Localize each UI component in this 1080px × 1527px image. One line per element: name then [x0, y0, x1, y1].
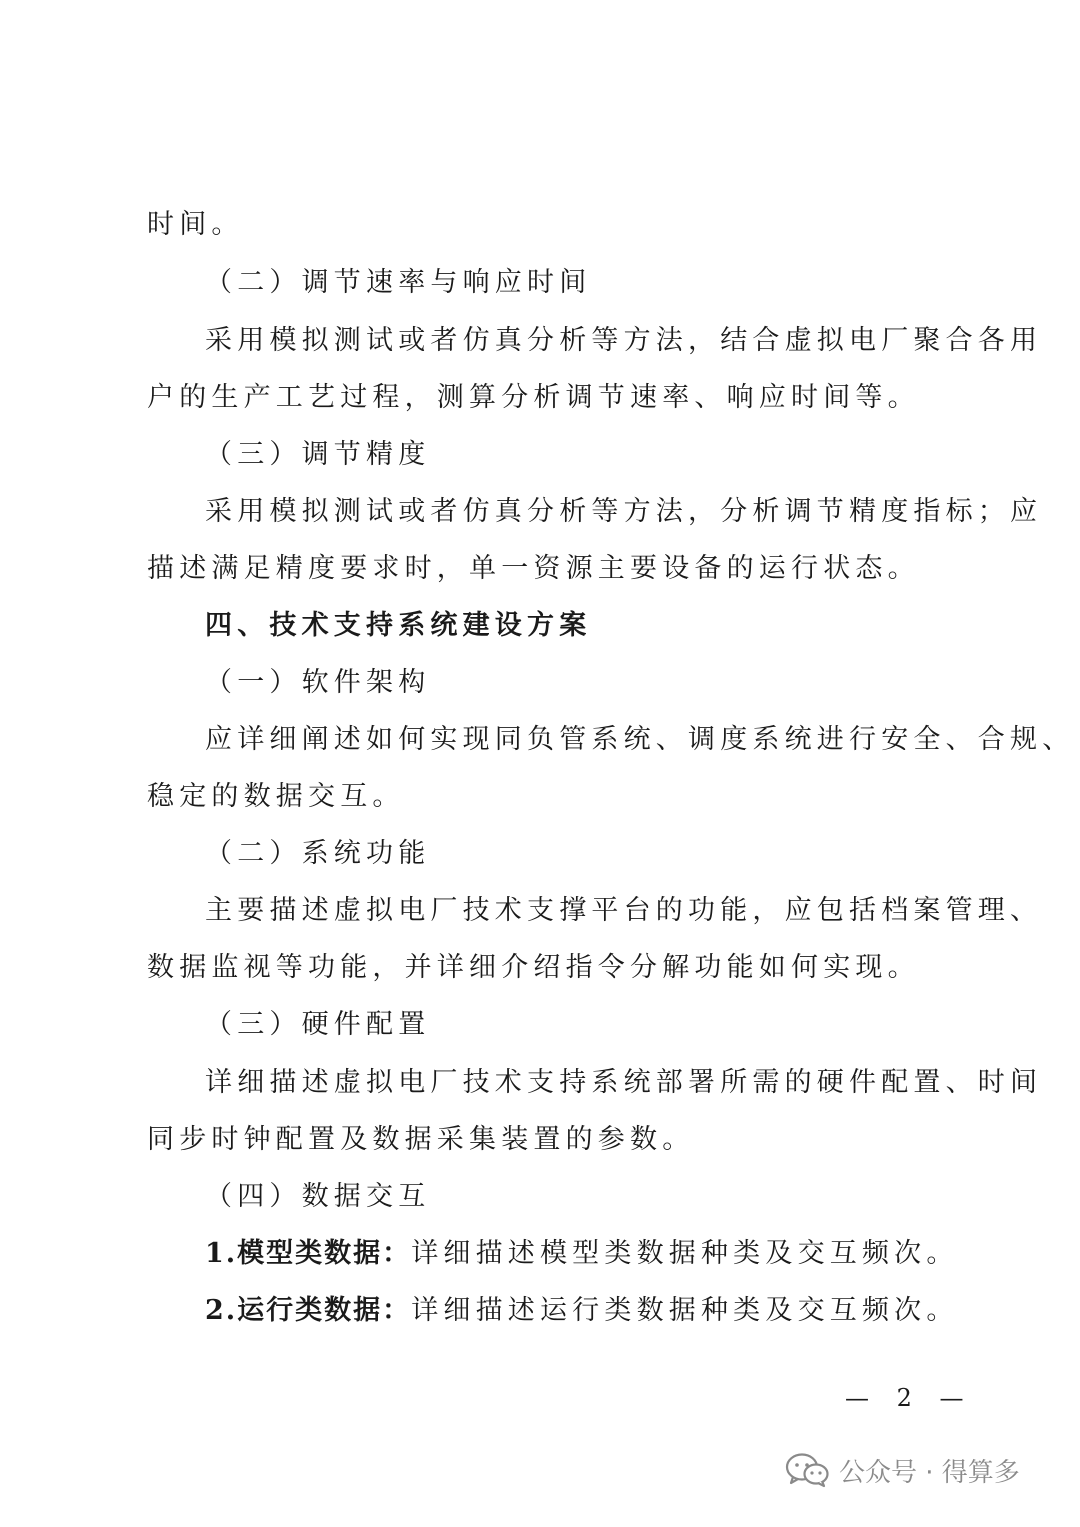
body-text-line: 稳定的数据交互。	[147, 781, 405, 812]
body-text-line: 采用模拟测试或者仿真分析等方法，结合虚拟电厂聚合各用	[205, 325, 1043, 356]
list-item	[205, 1292, 959, 1330]
body-text-line: 应详细阐述如何实现同负管系统、调度系统进行安全、合规、	[205, 724, 1075, 755]
list-item-text: 详细描述运行类数据种类及交互频次。	[411, 1295, 959, 1326]
body-text-line: 数据监视等功能，并详细介绍指令分解功能如何实现。	[147, 952, 920, 983]
section-heading: （二）调节速率与响应时间	[205, 267, 592, 298]
body-text-line: 户的生产工艺过程，测算分析调节速率、响应时间等。	[147, 382, 920, 413]
section-heading: （三）硬件配置	[205, 1009, 431, 1040]
list-item-lead: 2.运行类数据：	[205, 1295, 412, 1326]
body-text-line: 描述满足精度要求时，单一资源主要设备的运行状态。	[147, 553, 920, 584]
list-item	[205, 1235, 959, 1273]
body-text-line: 详细描述虚拟电厂技术支持系统部署所需的硬件配置、时间	[205, 1067, 1043, 1098]
page-number: — 2 —	[845, 1384, 974, 1412]
wechat-icon	[785, 1452, 829, 1488]
section-heading: （二）系统功能	[205, 838, 431, 869]
watermark	[785, 1446, 1020, 1494]
section-heading: （四）数据交互	[205, 1181, 431, 1212]
body-text-line: 主要描述虚拟电厂技术支撑平台的功能，应包括档案管理、	[205, 895, 1043, 926]
body-text-line: 采用模拟测试或者仿真分析等方法，分析调节精度指标；应	[205, 496, 1043, 527]
watermark-text: 公众号 · 得算多	[839, 1457, 1020, 1488]
body-text-line: 时间。	[147, 209, 244, 240]
section-heading: （一）软件架构	[205, 667, 431, 698]
section-heading: （三）调节精度	[205, 439, 431, 470]
list-item-lead: 1.模型类数据：	[205, 1238, 412, 1269]
chapter-heading: 四、技术支持系统建设方案	[205, 610, 592, 641]
body-text-line: 同步时钟配置及数据采集装置的参数。	[147, 1124, 695, 1155]
list-item-text: 详细描述模型类数据种类及交互频次。	[411, 1238, 959, 1269]
